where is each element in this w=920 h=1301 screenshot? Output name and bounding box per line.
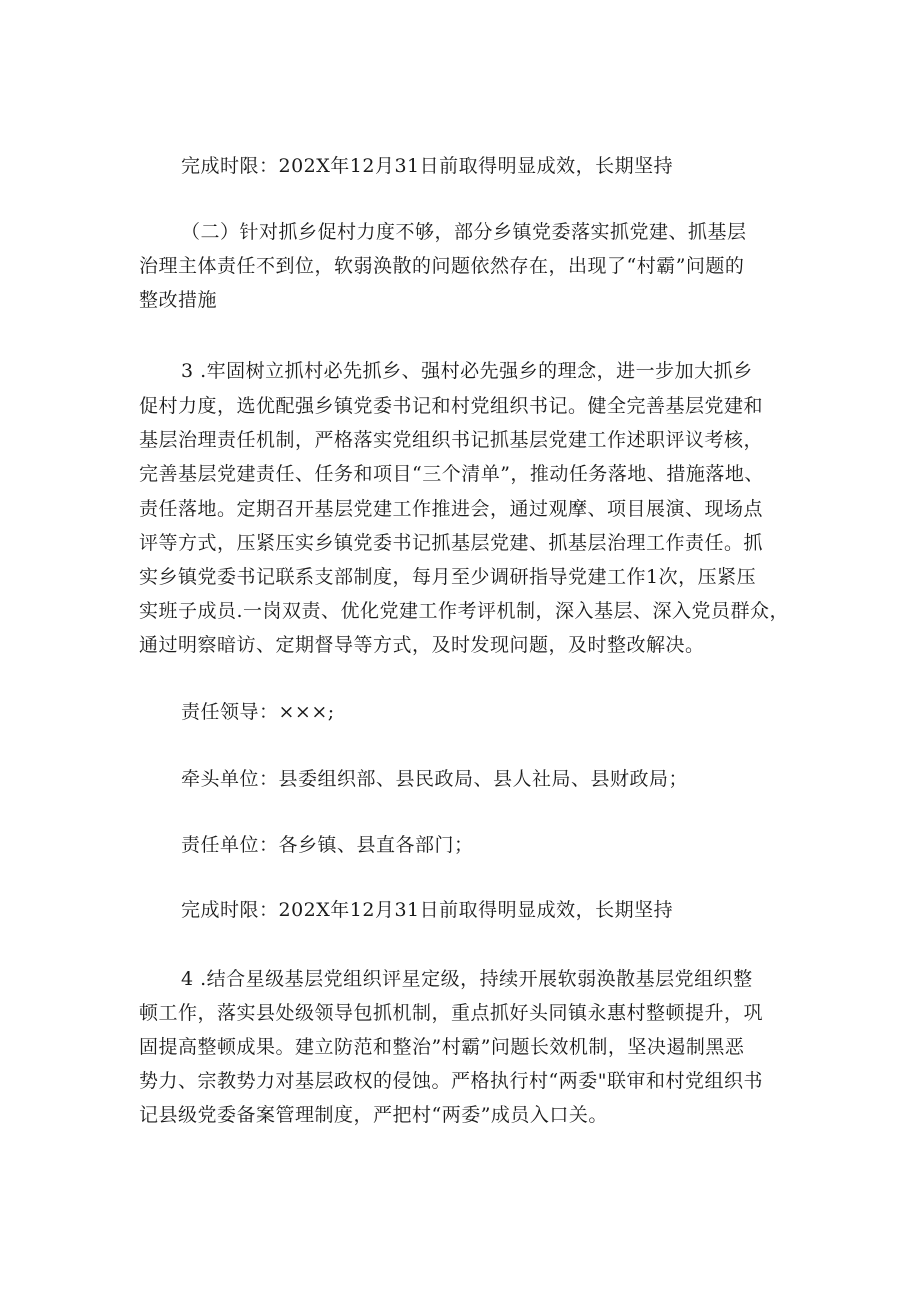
paragraph-line: 固提高整顿成果。建立防范和整治”村霸”问题长效机制，坚决遏制黑恶 [139,1036,745,1058]
section-heading-line: 整改措施 [139,289,218,311]
paragraph-line: 基层治理责任机制，严格落实党组织书记抓基层党建工作述职评议考核， [139,429,764,451]
deadline-line: 完成时限：202X年12月31日前取得明显成效，长期坚持 [181,155,674,177]
paragraph-line: 实班子成员.一岗双责、优化党建工作考评机制，深入基层、深入党员群众， [139,600,790,622]
paragraph-line: 完善基层党建责任、任务和项目“三个清单”，推动任务落地、措施落地、 [139,463,764,485]
responsible-unit-line: 责任单位：各乡镇、县直各部门； [181,834,474,856]
paragraph-line: 通过明察暗访、定期督导等方式，及时发现问题，及时整改解决。 [139,634,705,656]
section-heading-line: 治理主体责任不到位，软弱涣散的问题依然存在，出现了“村霸”问题的 [139,255,745,277]
paragraph-line: 记县级党委备案管理制度，严把村“两委”成员入口关。 [139,1104,608,1126]
paragraph-line: 4 .结合星级基层党组织评星定级，持续开展软弱涣散基层党组织整 [181,968,753,990]
paragraph-line: 评等方式，压紧压实乡镇党委书记抓基层党建、抓基层治理工作责任。抓 [139,532,764,554]
section-heading-line: （二）针对抓乡促村力度不够，部分乡镇党委落实抓党建、抓基层 [181,221,747,243]
lead-unit-line: 牵头单位：县委组织部、县民政局、县人社局、县财政局； [181,768,689,790]
paragraph-line: 实乡镇党委书记联系支部制度，每月至少调研指导党建工作1次，压紧压 [139,566,757,588]
deadline-line: 完成时限：202X年12月31日前取得明显成效，长期坚持 [181,899,674,921]
responsible-leader-line: 责任领导：×××; [181,701,335,723]
paragraph-line: 促村力度，选优配强乡镇党委书记和村党组织书记。健全完善基层党建和 [139,395,764,417]
paragraph-line: 顿工作，落实县处级领导包抓机制，重点抓好头同镇永惠村整顿提升，巩 [139,1002,764,1024]
paragraph-line: 责任落地。定期召开基层党建工作推进会，通过观摩、项目展演、现场点 [139,498,764,520]
paragraph-line: 3 .牢固树立抓村必先抓乡、强村必先强乡的理念，进一步加大抓乡 [181,360,753,382]
paragraph-line: 势力、宗教势力对基层政权的侵蚀。严格执行村“两委"联审和村党组织书 [139,1070,763,1092]
